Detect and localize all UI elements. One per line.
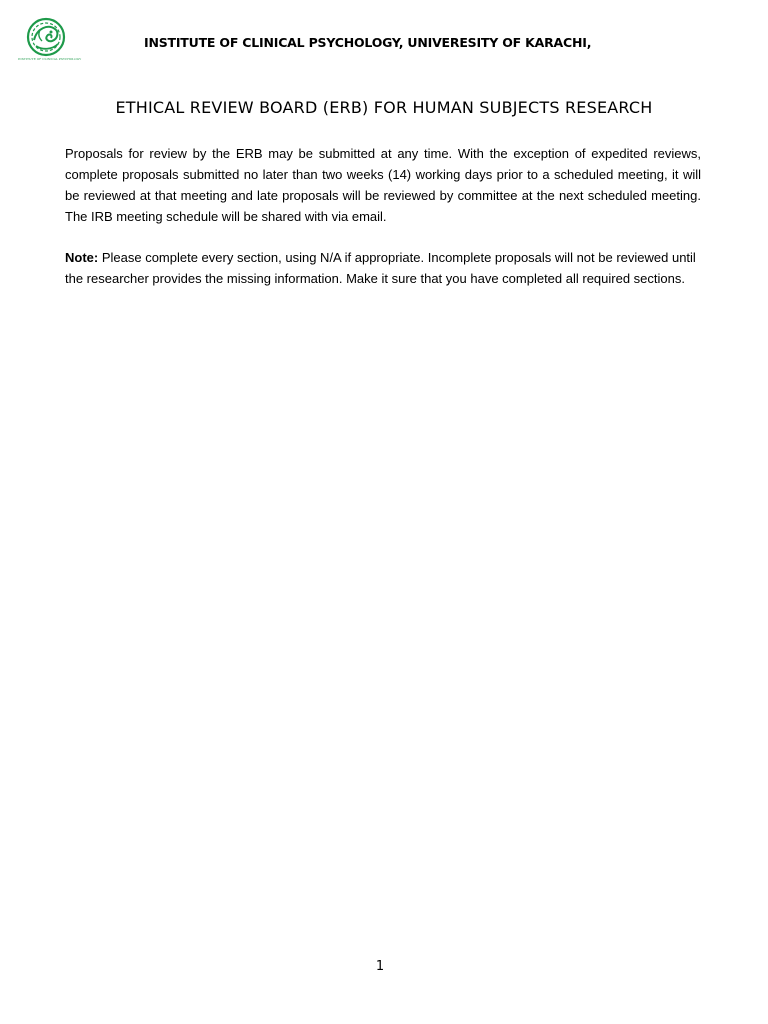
intro-paragraph: Proposals for review by the ERB may be submitted at any time. With the exception of expedited reviews, complete proposals submitted no later than two weeks (14) working days prior to a scheduled meeting, it will be reviewed at that meeting and late proposals will be reviewed by committee at the next scheduled meeting. The IRB meeting schedule will be shared with via email. — [65, 146, 701, 224]
institute-logo-icon — [18, 16, 74, 58]
institute-header: INSTITUTE OF CLINICAL PSYCHOLOGY, UNIVERESITY OF KARACHI, — [144, 35, 592, 50]
document-title: ETHICAL REVIEW BOARD (ERB) FOR HUMAN SUBJECTS RESEARCH — [115, 98, 653, 117]
note-label: Note: — [65, 250, 99, 265]
note-paragraph — [65, 247, 701, 289]
logo-caption: INSTITUTE OF CLINICAL PSYCHOLOGY — [18, 57, 82, 61]
page-number: 1 — [375, 959, 385, 974]
note-text: Please complete every section, using N/A if appropriate. Incomplete proposals will not be reviewed until the researcher provides the missing information. Make it sure that you have completed all required sections. — [65, 250, 696, 286]
institute-logo — [18, 16, 82, 66]
